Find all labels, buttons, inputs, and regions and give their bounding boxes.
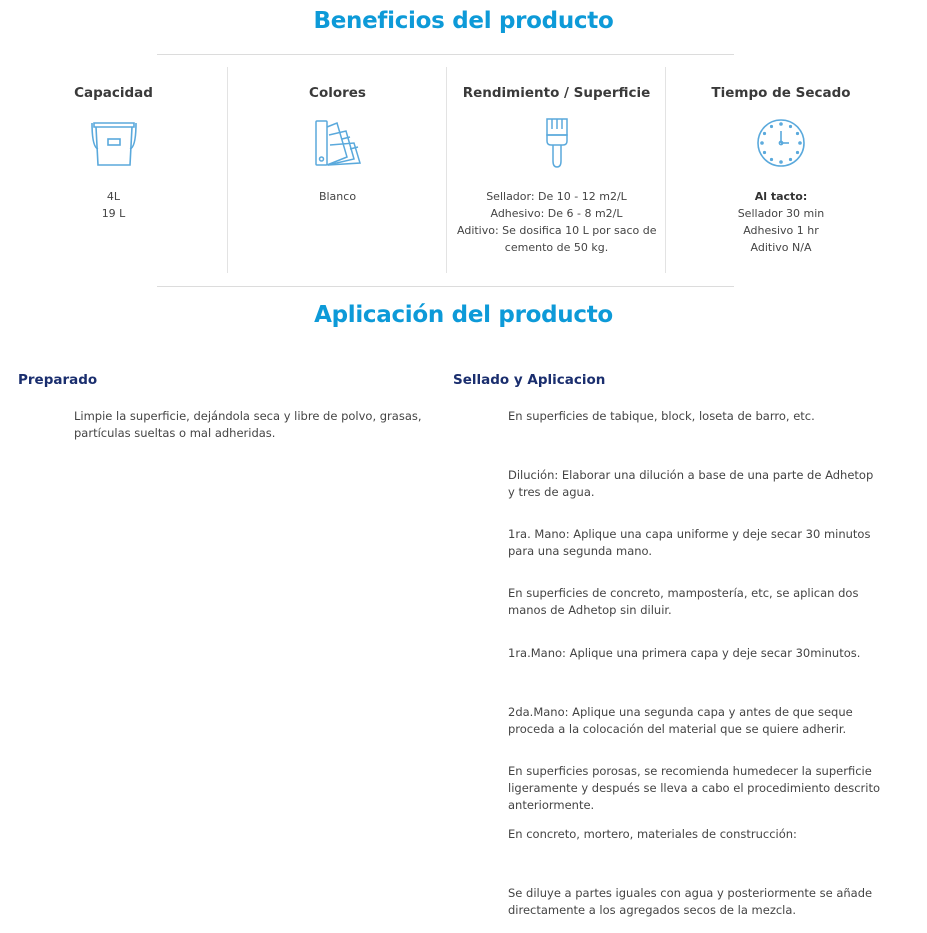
divider: [157, 286, 734, 287]
value-line: Sellador: De 10 - 12 m2/L: [486, 190, 627, 203]
value-label: Al tacto:: [754, 190, 808, 203]
benefit-title: Tiempo de Secado: [711, 85, 851, 101]
sellado-paragraph: En superficies de tabique, block, loseta de barro, etc.: [508, 409, 815, 423]
sellado-paragraph: 1ra.Mano: Aplique una primera capa y deje secar 30minutos.: [508, 646, 861, 660]
paint-bucket-icon: [88, 117, 140, 169]
benefit-values: [238, 188, 437, 205]
value-line: Adhesivo 1 hr: [743, 224, 819, 237]
value-line: Blanco: [318, 190, 357, 203]
benefit-values: [676, 188, 886, 256]
preparado-text: Limpie la superficie, dejándola seca y libre de polvo, grasas, partículas sueltas o mal adheridas.: [74, 409, 422, 440]
value-line: Aditivo: Se dosifica 10 L por saco de: [457, 224, 657, 237]
benefit-title: Capacidad: [74, 85, 153, 101]
sellado-paragraph: Dilución: Elaborar una dilución a base de una parte de Adhetop y tres de agua.: [508, 468, 874, 499]
clock-icon: [755, 117, 807, 169]
benefit-rendimiento: [446, 67, 666, 273]
sellado-paragraph: En superficies porosas, se recomienda humedecer la superficie ligeramente y después se lleva a cabo el procedimiento descrito anteriormente.: [508, 764, 880, 812]
benefits-title: Beneficios del producto: [313, 8, 614, 34]
sellado-paragraph: 2da.Mano: Aplique una segunda capa y antes de que seque proceda a la colocación del material que se quiere adherir.: [508, 705, 853, 736]
value-line: cemento de 50 kg.: [504, 241, 609, 254]
divider: [157, 54, 734, 55]
application-title: Aplicación del producto: [314, 302, 613, 328]
sellado-heading: Sellado y Aplicacion: [453, 372, 606, 388]
benefit-secado: [665, 67, 896, 273]
benefit-capacidad: [0, 67, 227, 273]
sellado-paragraph: Se diluye a partes iguales con agua y posteriormente se añade directamente a los agregados secos de la mezcla.: [508, 886, 873, 917]
value-line: 4L: [106, 190, 121, 203]
value-line: Sellador 30 min: [737, 207, 825, 220]
benefits-row: [0, 67, 927, 273]
benefit-values: [10, 188, 217, 222]
benefit-title: Rendimiento / Superficie: [462, 85, 651, 101]
value-line: Adhesivo: De 6 - 8 m2/L: [490, 207, 623, 220]
color-swatch-fan-icon: [312, 117, 364, 169]
preparado-heading: Preparado: [18, 372, 98, 388]
benefit-title: Colores: [309, 85, 366, 101]
value-line: 19 L: [101, 207, 126, 220]
sellado-paragraph: En concreto, mortero, materiales de construcción:: [508, 827, 797, 841]
benefit-values: [457, 188, 656, 256]
value-line: Aditivo N/A: [750, 241, 812, 254]
benefit-colores: [227, 67, 447, 273]
paint-brush-icon: [531, 117, 583, 169]
sellado-paragraph: 1ra. Mano: Aplique una capa uniforme y deje secar 30 minutos para una segunda mano.: [508, 527, 871, 558]
sellado-paragraph: En superficies de concreto, mampostería, etc, se aplican dos manos de Adhetop sin diluir.: [508, 586, 859, 617]
